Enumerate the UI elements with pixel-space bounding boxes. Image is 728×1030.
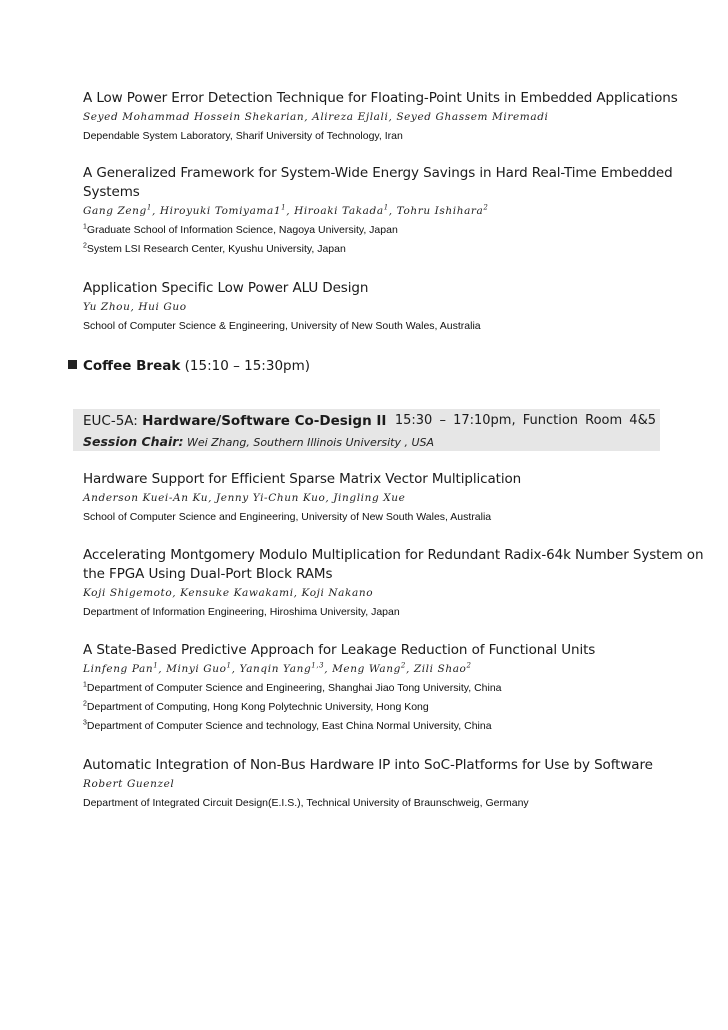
- paper-title: Application Specific Low Power ALU Design: [83, 280, 369, 296]
- session-code: EUC-5A: Hardware/Software Co-Design II: [83, 413, 387, 429]
- bullet-square-icon: [68, 360, 77, 369]
- session-time: 15:30 – 17:10pm, Function Room 4&5: [394, 413, 656, 428]
- paper-affiliation: School of Computer Science and Engineering, University of New South Wales, Australia: [83, 511, 492, 523]
- paper-affiliation: Dependable System Laboratory, Sharif University of Technology, Iran: [83, 130, 403, 142]
- paper-title: A Low Power Error Detection Technique for Floating-Point Units in Embedded Applications: [83, 90, 678, 106]
- paper-title-line1: A Generalized Framework for System-Wide Energy Savings in Hard Real-Time Embedded: [83, 165, 673, 181]
- paper-authors: Anderson Kuei-An Ku, Jenny Yi-Chun Kuo, Jingling Xue: [83, 492, 406, 504]
- paper-affiliation: $^1$Graduate School of Information Science, Nagoya University, Japan: [83, 223, 398, 236]
- paper-affiliation: Department of Integrated Circuit Design(E.I.S.), Technical University of Braunschweig, Germany: [83, 797, 529, 809]
- paper-title: A State-Based Predictive Approach for Leakage Reduction of Functional Units: [83, 642, 596, 658]
- paper-title: Hardware Support for Efficient Sparse Matrix Vector Multiplication: [83, 471, 522, 487]
- paper-affiliation: $^1$Department of Computer Science and Engineering, Shanghai Jiao Tong University, China: [83, 681, 502, 694]
- paper-title-line2: the FPGA Using Dual-Port Block RAMs: [83, 566, 333, 582]
- paper-title: Automatic Integration of Non-Bus Hardware IP into SoC-Platforms for Use by Software: [83, 757, 653, 773]
- coffee-break: Coffee Break (15:10 – 15:30pm): [68, 358, 310, 374]
- paper-affiliation: $^2$Department of Computing, Hong Kong Polytechnic University, Hong Kong: [83, 700, 429, 713]
- paper-authors: Linfeng Pan$^1$, Minyi Guo$^1$, Yanqin Yang$^{1,3}$, Meng Wang$^2$, Zili Shao$^2$: [83, 661, 472, 675]
- paper-affiliation: School of Computer Science & Engineering, University of New South Wales, Australia: [83, 320, 481, 332]
- paper-affiliation: $^2$System LSI Research Center, Kyushu University, Japan: [83, 242, 346, 255]
- paper-authors: Yu Zhou, Hui Guo: [83, 301, 187, 313]
- paper-title-line2: Systems: [83, 184, 140, 200]
- paper-affiliation: $^3$Department of Computer Science and technology, East China Normal University, China: [83, 719, 492, 732]
- paper-affiliation: Department of Information Engineering, Hiroshima University, Japan: [83, 606, 400, 618]
- session-header: [73, 409, 660, 451]
- paper-title-line1: Accelerating Montgomery Modulo Multiplication for Redundant Radix-64k Number System on: [83, 547, 704, 563]
- paper-authors: Robert Guenzel: [83, 778, 175, 790]
- paper-authors: Gang Zeng$^1$, Hiroyuki $Tomiyama1^1$, Hiroaki Takada$^1$, Tohru Ishihara$^2$: [83, 203, 489, 217]
- paper-authors: Seyed Mohammad Hossein Shekarian, Alireza Ejlali, Seyed Ghassem Miremadi: [83, 111, 549, 123]
- session-chair: Session Chair: Wei Zhang, Southern Illinois University , USA: [83, 434, 435, 449]
- paper-authors: Koji Shigemoto, Kensuke Kawakami, Koji Nakano: [83, 587, 374, 599]
